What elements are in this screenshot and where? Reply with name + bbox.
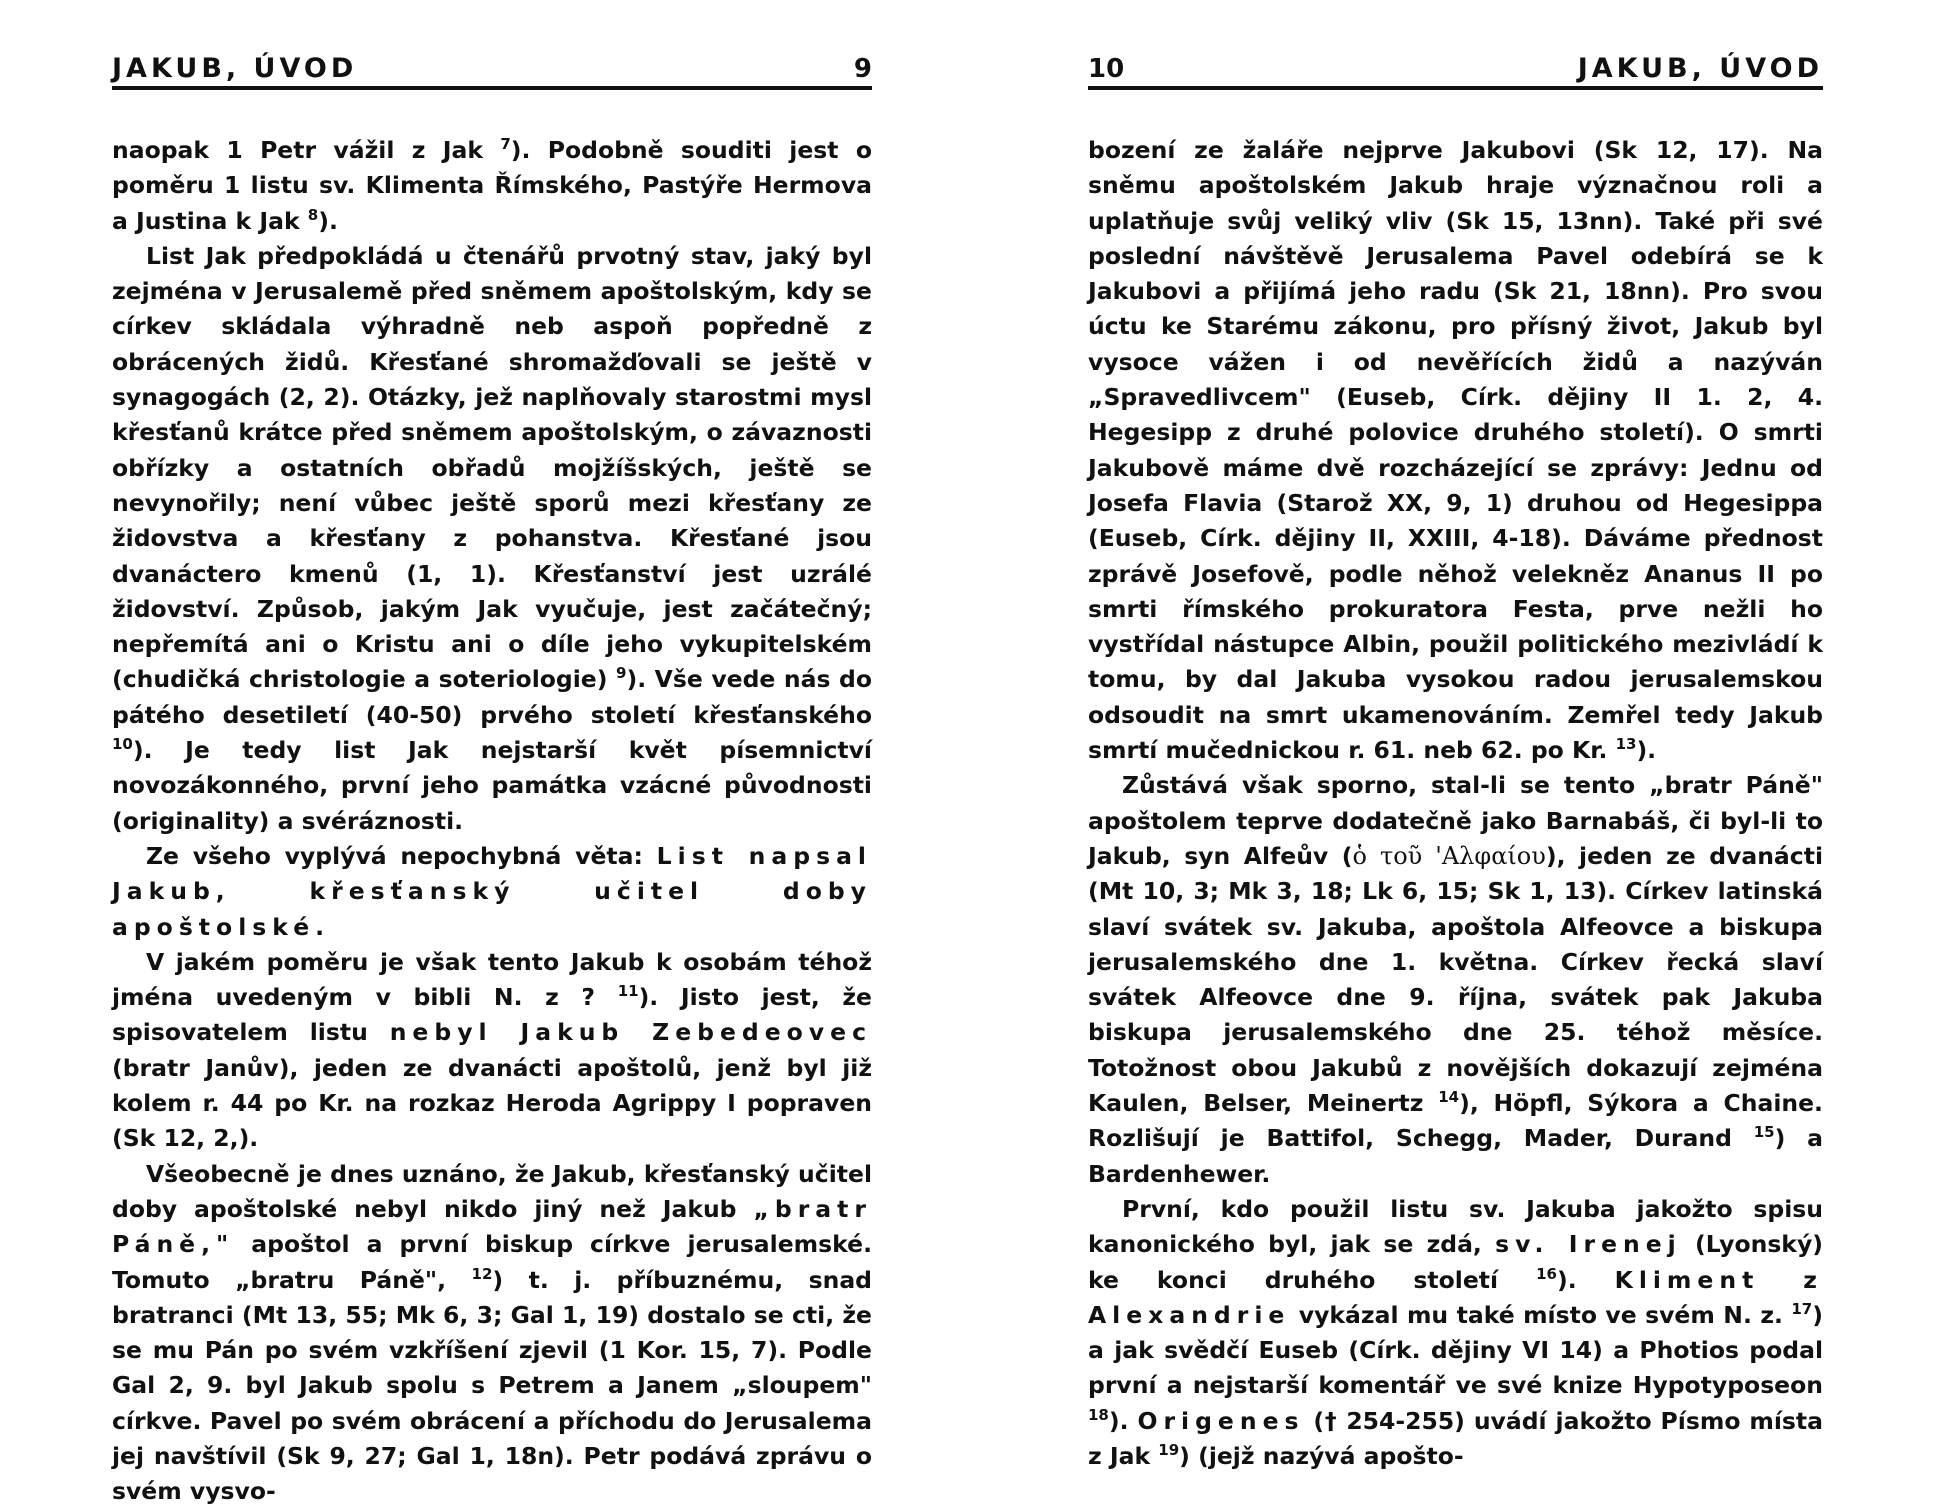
spaced-emphasis: sv. Irenej bbox=[1495, 1230, 1682, 1259]
text-run: Všeobecně je dnes uznáno, že Jakub, křesťanský učitel doby apoštolské nebyl nikdo jiný než Jakub bbox=[112, 1159, 872, 1223]
footnote-ref: 12 bbox=[471, 1264, 493, 1283]
text-run: ), Höpfl, Sýkora a Chaine. Rozlišují je Battifol, Schegg, Mader, Durand bbox=[1088, 1089, 1823, 1153]
paragraph bbox=[112, 839, 872, 945]
paragraph bbox=[112, 945, 872, 1157]
paragraph bbox=[1088, 133, 1823, 768]
footnote-ref: 19 bbox=[1158, 1440, 1180, 1459]
text-run: ). Vše vede nás do pátého desetiletí (40-50) prvého století křesťanského bbox=[112, 665, 872, 729]
text-run: List Jak předpokládá u čtenářů prvotný stav, jaký byl zejména v Jerusalemě před sněmem apoštolským, kdy se církev skládala výhradně neb aspoň popředně z obrácených židů. Křesťané shromažďovali se ještě v synagogách (2, 2). Otázky, jež naplňovaly starostmi mysl křesťanů krátce před sněmem apoštolským, o závaznosti obřízky a ostatních obřadů mojžíšských, ještě se nevynořily; není vůbec ještě sporů mezi křesťany ze židovstva a křesťany z pohanstva. Křesťané jsou dvanáctero kmenů (1, 1). Křesťanství jest uzrálé židovství. Způsob, jakým Jak vyučuje, jest začátečný; nepřemítá ani o Kristu ani o díle jeho vykupitelském (chudičká christologie a soteriologie) bbox=[112, 241, 872, 694]
text-run: ). Je tedy list Jak nejstarší květ písemnictví novozákonného, první jeho památka vzácné původnosti (originality) a svéráznosti. bbox=[112, 736, 872, 835]
text-run: (Lyonský) ke konci druhého století bbox=[1088, 1230, 1823, 1294]
spaced-emphasis: Kliment z Alexandrie bbox=[1088, 1265, 1823, 1329]
paragraph bbox=[112, 1157, 872, 1510]
text-run: ). bbox=[318, 206, 338, 235]
footnote-ref: 18 bbox=[1088, 1405, 1109, 1424]
text-run: ) a jak svědčí Euseb (Círk. dějiny VI 14) a Photios podal první a nejstarší komentář ve své knize Hypotyposeon bbox=[1088, 1300, 1823, 1400]
footnote-ref: 16 bbox=[1536, 1264, 1557, 1283]
text-run: ) (jejž nazývá apošto- bbox=[1179, 1441, 1464, 1470]
footnote-ref: 11 bbox=[617, 982, 639, 1001]
text-run: V jakém poměru je však tento Jakub k osobám téhož jména uvedeným v bibli N. z ? bbox=[112, 947, 872, 1012]
text-run: ). Jisto jest, že spisovatelem listu bbox=[112, 983, 872, 1047]
text-run: ) a Bardenhewer. bbox=[1088, 1124, 1823, 1188]
text-run: vykázal mu také místo ve svém N. z. bbox=[1290, 1300, 1792, 1329]
left-page-header bbox=[112, 50, 872, 90]
left-page-body bbox=[112, 133, 872, 1510]
text-run: ). bbox=[1556, 1265, 1615, 1294]
text-run: ). Podobně souditi jest o poměru 1 listu sv. Klimenta Římského, Pastýře Hermova a Justina k Jak bbox=[112, 136, 872, 235]
paragraph bbox=[112, 133, 872, 239]
paragraph bbox=[1088, 1192, 1823, 1474]
text-run: ). bbox=[1108, 1406, 1138, 1435]
running-head: JAKUB, ÚVOD bbox=[112, 53, 358, 84]
right-page-body bbox=[1088, 133, 1823, 1474]
left-page bbox=[0, 0, 968, 1506]
running-head: JAKUB, ÚVOD bbox=[1577, 53, 1823, 84]
footnote-ref: 10 bbox=[112, 735, 133, 754]
right-page bbox=[968, 0, 1936, 1500]
footnote-ref: 8 bbox=[307, 205, 319, 224]
right-page-header bbox=[1088, 50, 1823, 90]
spaced-emphasis: List napsal Jakub, křesťanský učitel doby apoštolské. bbox=[112, 841, 872, 941]
text-run: bození ze žaláře nejprve Jakubovi (Sk 12, 17). Na sněmu apoštolském Jakub hraje význačnou roli a uplatňuje svůj veliký vliv (Sk 15, 13nn). Také při své poslední návštěvě Jerusalema Pavel odebírá se k Jakubovi a přijímá jeho radu (Sk 21, 18nn). Pro svou úctu ke Starému zákonu, pro přísný život, Jakub byl vysoce vážen i od nevěřících židů a nazýván „Spravedlivcem" (Euseb, Círk. dějiny II 1. 2, 4. Hegesipp z druhé polovice druhého století). O smrti Jakubově máme dvě rozcházející se zprávy: Jednu od Josefa Flavia (Starož XX, 9, 1) druhou od Hegesippa (Euseb, Círk. dějiny II, XXIII, 4-18). Dáváme přednost zprávě Josefově, podle něhož velekněz Ananus II po smrti římského prokuratora Festa, prve nežli ho vystřídal nástupce Albin, použil politického mezivládí k tomu, by dal Jakuba vysokou radou jerusalemskou odsoudit na smrt ukamenováním. Zemřel tedy Jakub smrtí mučednickou r. 61. neb 62. po Kr. bbox=[1088, 136, 1823, 765]
footnote-ref: 9 bbox=[616, 664, 627, 683]
text-run: naopak 1 Petr vážil z Jak bbox=[112, 136, 501, 164]
greek-text: ὁ τοῦ 'Αλφαίου bbox=[1352, 841, 1546, 870]
spaced-emphasis: „bratr Páně," bbox=[112, 1194, 872, 1259]
spaced-emphasis: Origenes bbox=[1137, 1406, 1305, 1435]
page-number: 10 bbox=[1088, 54, 1125, 84]
text-run: Zůstává však sporno, stal-li se tento „bratr Páně" apoštolem teprve dodatečně jako Barnabáš, či byl-li to Jakub, syn Alfeův ( bbox=[1088, 771, 1823, 870]
text-run: Ze všeho vyplývá nepochybná věta: bbox=[146, 841, 657, 870]
footnote-ref: 17 bbox=[1791, 1299, 1813, 1318]
page-number: 9 bbox=[853, 54, 872, 84]
footnote-ref: 7 bbox=[500, 135, 511, 153]
text-run: apoštol a první biskup církve jerusalemské. Tomuto „bratru Páně", bbox=[112, 1230, 872, 1294]
text-run: (bratr Janův), jeden ze dvanácti apoštolů, jenž byl již kolem r. 44 po Kr. na rozkaz Heroda Agrippy I popraven (Sk 12, 2,). bbox=[112, 1053, 872, 1153]
spaced-emphasis: nebyl Jakub Zebedeovec bbox=[389, 1018, 872, 1047]
text-run: První, kdo použil listu sv. Jakuba jakožto spisu kanonického byl, jak se zdá, bbox=[1088, 1194, 1823, 1259]
footnote-ref: 15 bbox=[1753, 1123, 1775, 1142]
text-run: ). bbox=[1636, 736, 1657, 765]
text-run: ) t. j. příbuznému, snad bratranci (Mt 13, 55; Mk 6, 3; Gal 1, 19) dostalo se cti, že se mu Pán po svém vzkříšení zjevil (1 Kor. 15, 7). Podle Gal 2, 9. byl Jakub spolu s Petrem a Janem „sloupem" církve. Pavel po svém obrácení a příchodu do Jerusalema jej navštívil (Sk 9, 27; Gal 1, 18n). Petr podává zprávu o svém vysvo- bbox=[112, 1265, 872, 1506]
footnote-ref: 14 bbox=[1438, 1088, 1460, 1107]
text-run: († 254-255) uvádí jakožto Písmo místa z Jak bbox=[1088, 1406, 1823, 1470]
paragraph bbox=[112, 239, 872, 839]
paragraph bbox=[1088, 768, 1823, 1192]
text-run: ), jeden ze dvanácti (Mt 10, 3; Mk 3, 18; Lk 6, 15; Sk 1, 13). Církev latinská slaví svátek sv. Jakuba, apoštola Alfeovce a biskupa jerusalemského dne 1. května. Církev řecká slaví svátek Alfeovce dne 9. října, svátek pak Jakuba biskupa jerusalemského dne 25. téhož měsíce. Totožnost obou Jakubů z novějších dokazují zejména Kaulen, Belser, Meinertz bbox=[1088, 841, 1824, 1118]
footnote-ref: 13 bbox=[1615, 735, 1637, 754]
